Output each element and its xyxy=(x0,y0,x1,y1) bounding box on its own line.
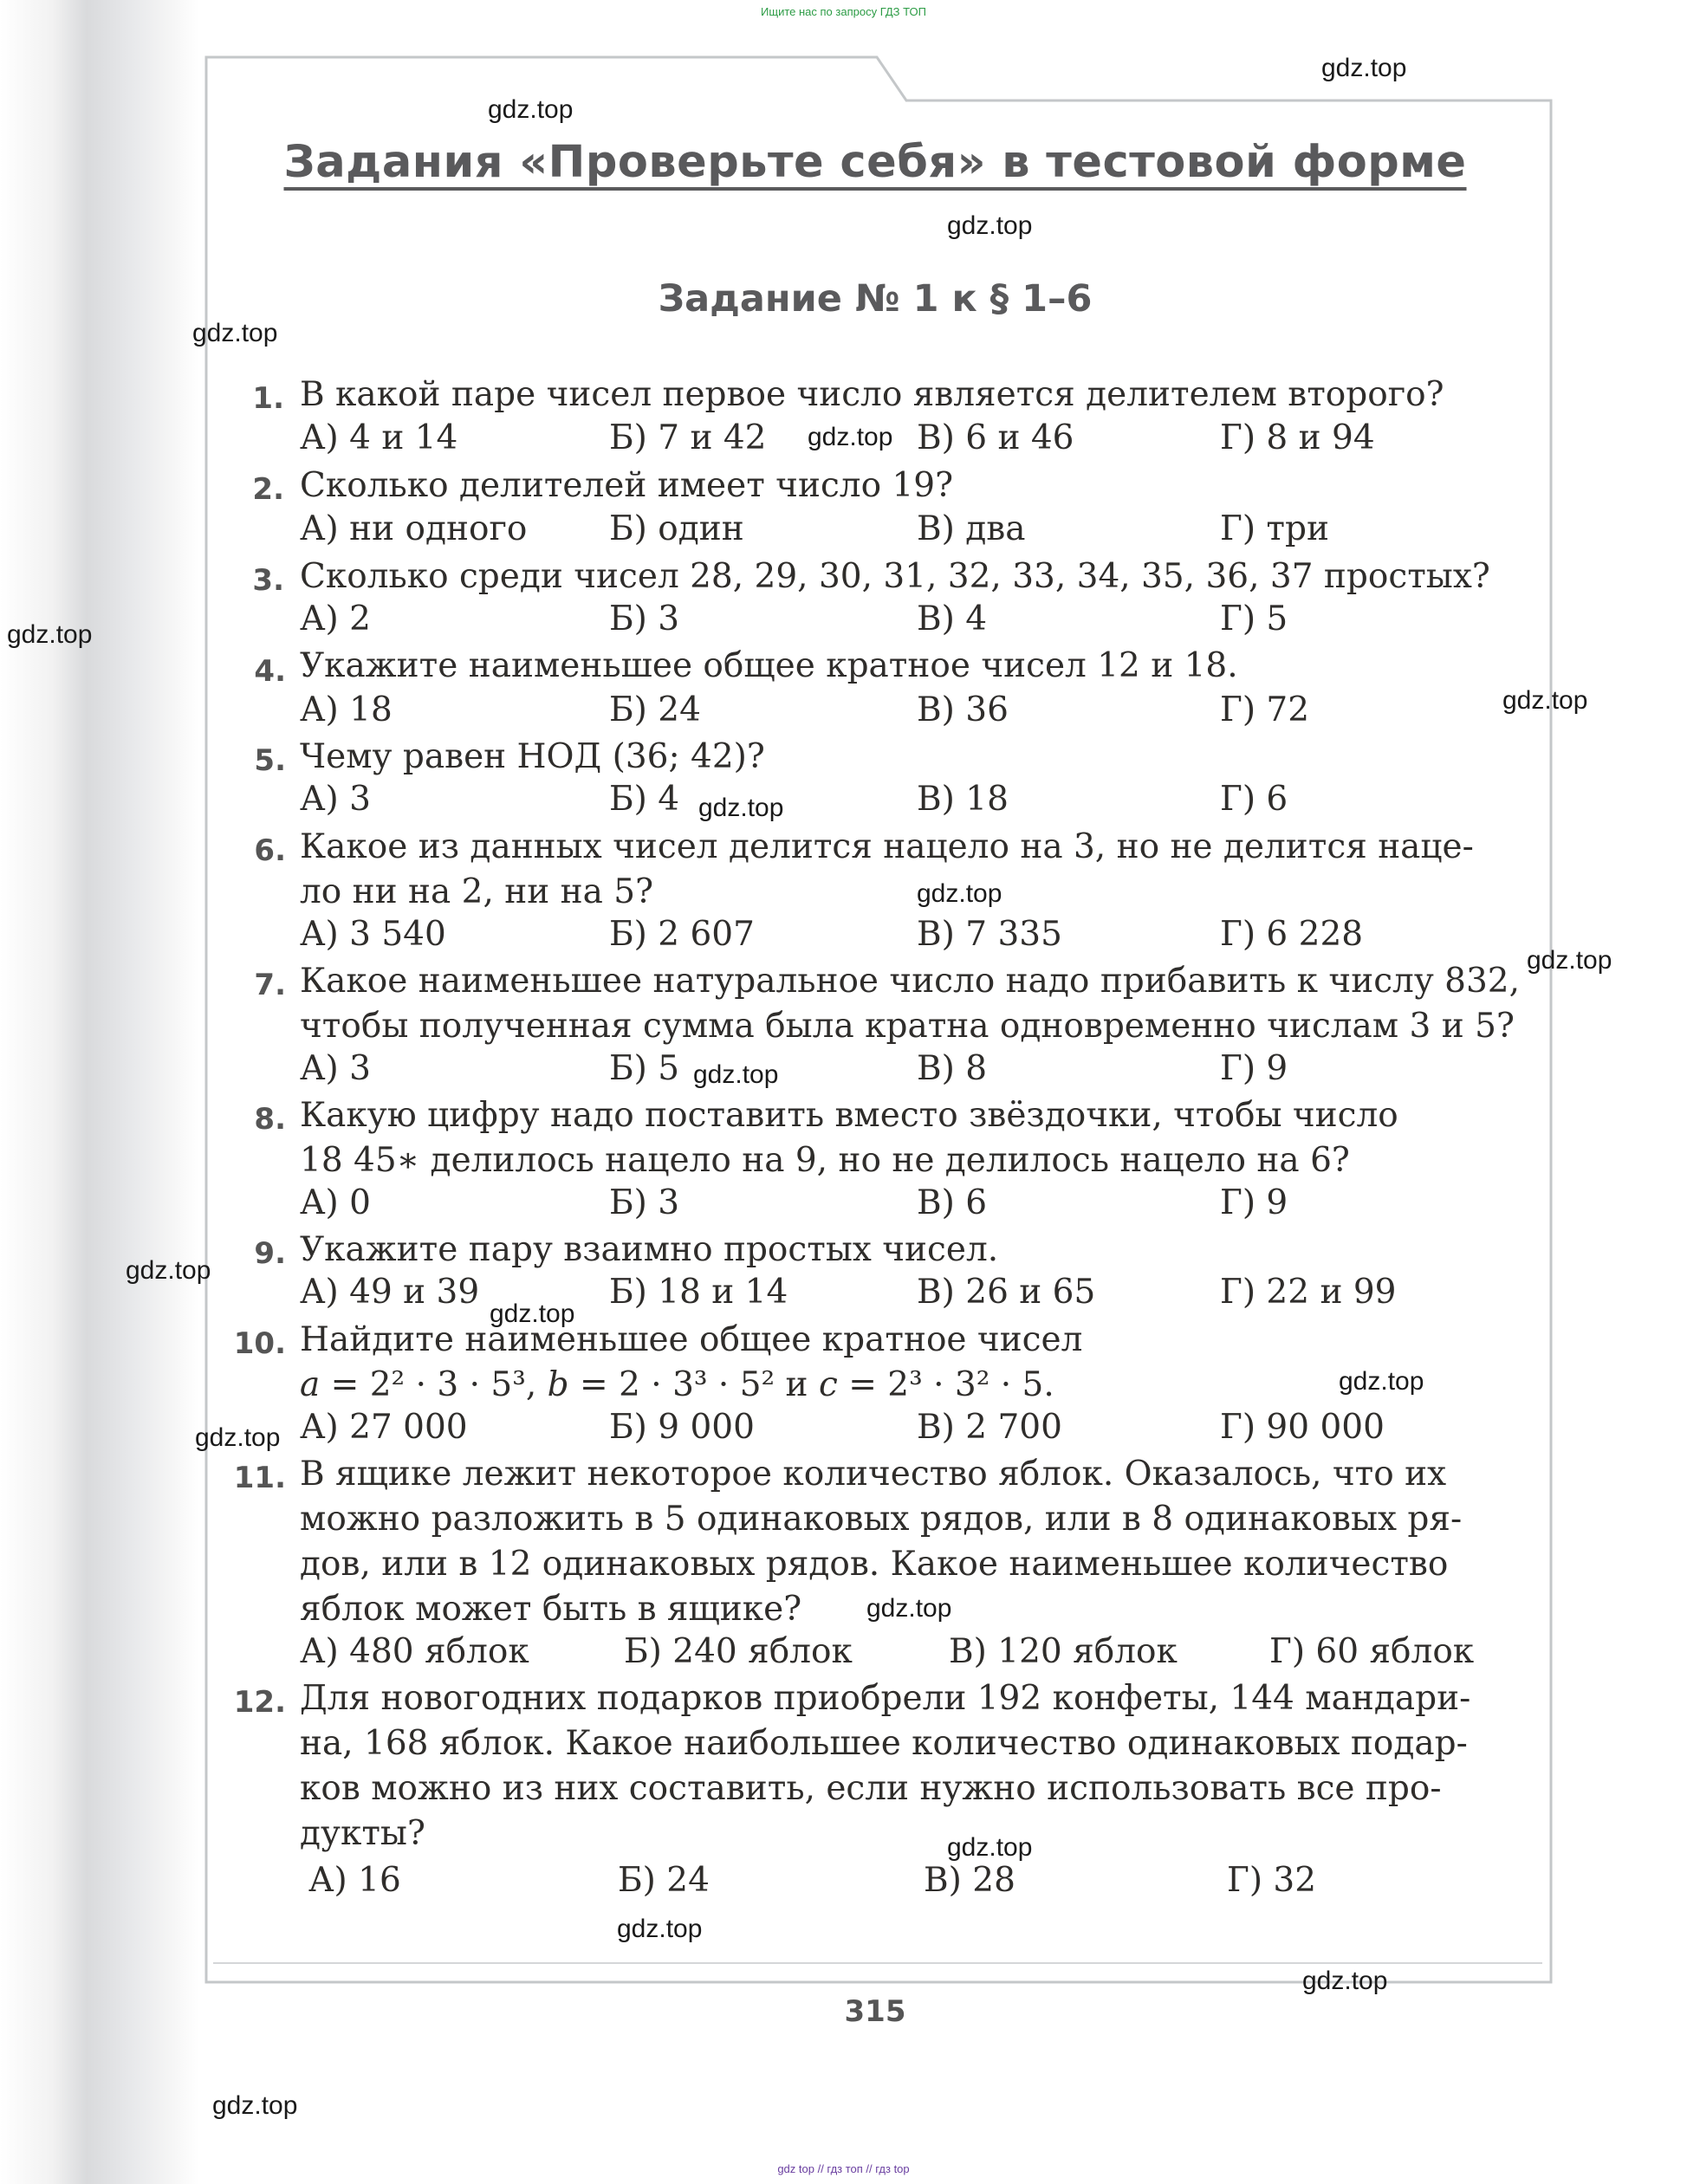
answer-option: А) 27 000 xyxy=(300,1408,468,1447)
watermark: gdz.top xyxy=(1339,1367,1424,1396)
answer-option: Г) 9 xyxy=(1220,1183,1288,1222)
question-text: можно разложить в 5 одинаковых рядов, или в 8 одинаковых ря- xyxy=(300,1500,1463,1539)
answer-option: Б) 240 яблок xyxy=(624,1632,853,1671)
question-number: 8. xyxy=(254,1102,286,1137)
answer-option: А) 3 540 xyxy=(300,915,446,954)
answer-option: Б) один xyxy=(609,509,744,548)
question-number: 5. xyxy=(254,743,286,778)
answer-option: В) 28 xyxy=(924,1861,1015,1900)
watermark: gdz.top xyxy=(917,879,1002,908)
answer-option: Б) 3 xyxy=(609,1183,680,1222)
question-number: 4. xyxy=(254,654,286,689)
answer-option: Г) 90 000 xyxy=(1220,1408,1385,1447)
formula-expr-c: = 2³ · 3² · 5. xyxy=(837,1365,1054,1404)
answer-option: Б) 4 xyxy=(609,780,680,819)
answer-option: В) 18 xyxy=(917,780,1009,819)
answer-option: В) 26 и 65 xyxy=(917,1273,1096,1312)
formula-expr-b: = 2 · 3³ · 5² и xyxy=(568,1365,819,1404)
question-text: чтобы полученная сумма была кратна одновременно числам 3 и 5? xyxy=(300,1007,1515,1046)
answer-option: Б) 18 и 14 xyxy=(609,1273,788,1312)
top-search-note: Ищите нас по запросу ГДЗ ТОП xyxy=(761,5,926,18)
watermark: gdz.top xyxy=(1502,686,1588,715)
watermark: gdz.top xyxy=(490,1299,575,1328)
watermark: gdz.top xyxy=(947,1833,1033,1862)
answer-option: А) 3 xyxy=(300,780,371,819)
question-number: 9. xyxy=(254,1236,286,1271)
answer-option: В) 7 335 xyxy=(917,915,1062,954)
question-text: Укажите наименьшее общее кратное чисел 12 и 18. xyxy=(300,646,1238,685)
lcm-formula xyxy=(300,1363,1487,1408)
question-text: Для новогодних подарков приобрели 192 конфеты, 144 мандари- xyxy=(300,1679,1471,1718)
watermark: gdz.top xyxy=(1302,1967,1388,1995)
answer-option: Г) 6 228 xyxy=(1220,915,1364,954)
question-text: ло ни на 2, ни на 5? xyxy=(300,872,654,911)
answer-option: В) 4 xyxy=(917,599,988,638)
question-number: 11. xyxy=(233,1461,286,1495)
answer-option: Г) три xyxy=(1220,509,1329,548)
answer-option: Б) 9 000 xyxy=(609,1408,755,1447)
answer-option: В) два xyxy=(917,509,1026,548)
answer-option: Г) 60 яблок xyxy=(1269,1632,1475,1671)
answer-option: А) 0 xyxy=(300,1183,371,1222)
question-text: на, 168 яблок. Какое наибольшее количество одинаковых подар- xyxy=(300,1724,1468,1763)
question-text: Найдите наименьшее общее кратное чисел xyxy=(300,1320,1083,1359)
watermark: gdz.top xyxy=(126,1256,211,1285)
answer-option: Г) 9 xyxy=(1220,1049,1288,1088)
watermark: gdz.top xyxy=(947,211,1033,240)
watermark: gdz.top xyxy=(808,423,893,451)
question-text: Какое из данных чисел делится нацело на 3, но не делится наце- xyxy=(300,827,1474,866)
question-number: 3. xyxy=(252,563,284,598)
question-text: Какое наименьшее натуральное число надо прибавить к числу 832, xyxy=(300,962,1520,1001)
question-text: дов, или в 12 одинаковых рядов. Какое наименьшее количество xyxy=(300,1545,1449,1584)
answer-option: В) 2 700 xyxy=(917,1408,1062,1447)
question-number: 6. xyxy=(254,833,286,868)
formula-var-a: a xyxy=(300,1365,321,1404)
answer-option: Б) 24 xyxy=(618,1861,710,1900)
question-text: В ящике лежит некоторое количество яблок. Оказалось, что их xyxy=(300,1455,1447,1494)
formula-var-b: b xyxy=(547,1365,569,1404)
question-number: 12. xyxy=(233,1685,286,1720)
question-number: 10. xyxy=(233,1326,286,1361)
answer-option: А) 2 xyxy=(300,599,371,638)
question-text: Сколько делителей имеет число 19? xyxy=(300,466,953,505)
watermark: gdz.top xyxy=(698,794,784,822)
answer-option: Б) 2 607 xyxy=(609,915,755,954)
answer-option: Г) 72 xyxy=(1220,690,1310,729)
answer-option: В) 36 xyxy=(917,690,1009,729)
formula-var-c: c xyxy=(818,1365,838,1404)
question-number: 7. xyxy=(254,968,286,1002)
watermark: gdz.top xyxy=(866,1594,952,1623)
answer-option: Б) 5 xyxy=(609,1049,680,1088)
watermark: gdz.top xyxy=(1321,54,1407,82)
answer-option: Г) 5 xyxy=(1220,599,1288,638)
question-text: дукты? xyxy=(300,1814,425,1853)
watermark: gdz.top xyxy=(212,2091,298,2120)
page-number: 315 xyxy=(844,1994,906,2029)
answer-option: А) 480 яблок xyxy=(300,1632,529,1671)
section-subtitle: Задание № 1 к § 1–6 xyxy=(658,277,1093,321)
answer-option: Г) 6 xyxy=(1220,780,1288,819)
question-text: Укажите пару взаимно простых чисел. xyxy=(300,1230,999,1269)
question-text: 18 45∗ делилось нацело на 9, но не делилось нацело на 6? xyxy=(300,1141,1350,1180)
watermark: gdz.top xyxy=(617,1915,703,1943)
answer-option: А) ни одного xyxy=(300,509,528,548)
question-text: Какую цифру надо поставить вместо звёздочки, чтобы число xyxy=(300,1096,1398,1135)
question-number: 1. xyxy=(252,381,284,416)
answer-option: А) 49 и 39 xyxy=(300,1273,480,1312)
answer-option: А) 3 xyxy=(300,1049,371,1088)
formula-expr-a: = 2² · 3 · 5³, xyxy=(320,1365,548,1404)
watermark: gdz.top xyxy=(192,319,278,347)
question-text: Чему равен НОД (36; 42)? xyxy=(300,737,765,776)
answer-option: Г) 8 и 94 xyxy=(1220,418,1375,457)
answer-option: В) 8 xyxy=(917,1049,988,1088)
bottom-note: gdz top // гдз топ // гдз top xyxy=(777,2162,910,2175)
answer-option: Б) 24 xyxy=(609,690,701,729)
question-text: Сколько среди чисел 28, 29, 30, 31, 32, 33, 34, 35, 36, 37 простых? xyxy=(300,557,1490,596)
answer-option: Б) 7 и 42 xyxy=(609,418,767,457)
page-title: Задания «Проверьте себя» в тестовой форме xyxy=(283,137,1467,188)
watermark: gdz.top xyxy=(7,620,93,649)
watermark: gdz.top xyxy=(488,95,574,124)
answer-option: А) 16 xyxy=(308,1861,401,1900)
watermark: gdz.top xyxy=(1527,946,1612,975)
answer-option: В) 6 xyxy=(917,1183,988,1222)
question-text: ков можно из них составить, если нужно использовать все про- xyxy=(300,1769,1442,1808)
answer-option: Б) 3 xyxy=(609,599,680,638)
watermark: gdz.top xyxy=(693,1060,779,1089)
watermark: gdz.top xyxy=(195,1423,281,1452)
question-text: В какой паре чисел первое число является делителем второго? xyxy=(300,375,1444,414)
answer-option: А) 4 и 14 xyxy=(300,418,458,457)
answer-option: Г) 32 xyxy=(1227,1861,1317,1900)
answer-option: В) 6 и 46 xyxy=(917,418,1074,457)
question-text: яблок может быть в ящике? xyxy=(300,1590,802,1629)
answer-option: А) 18 xyxy=(300,690,393,729)
answer-option: Г) 22 и 99 xyxy=(1220,1273,1397,1312)
answer-option: В) 120 яблок xyxy=(949,1632,1178,1671)
question-number: 2. xyxy=(252,472,284,507)
